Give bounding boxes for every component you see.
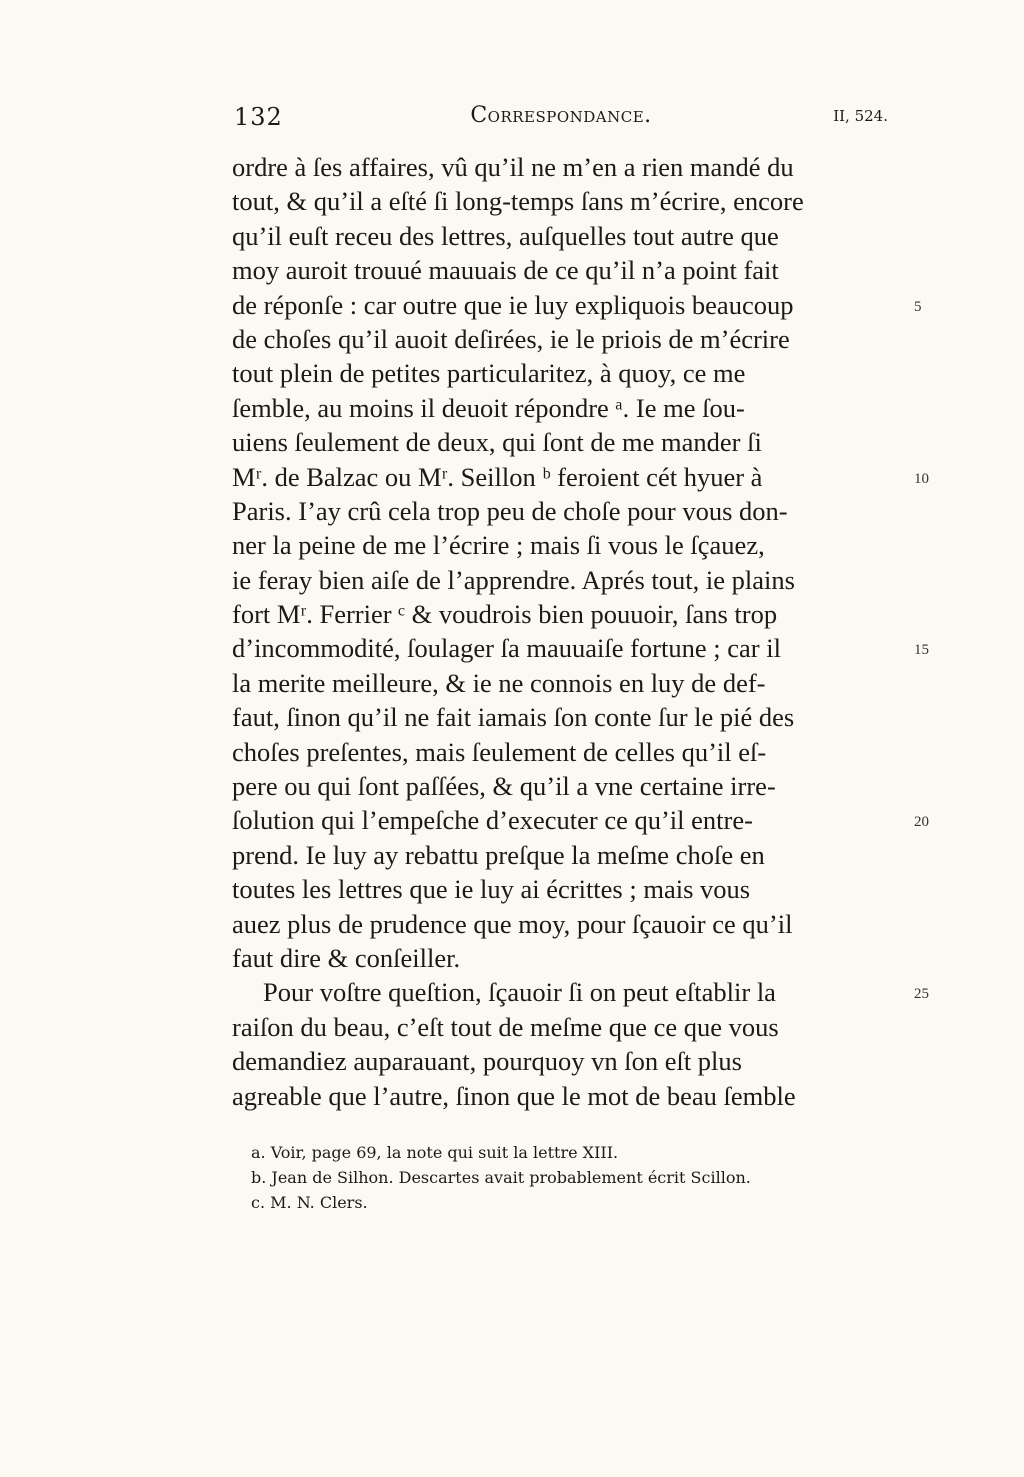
text-line (232, 322, 888, 356)
line-number: 25 (914, 986, 929, 1003)
text-line (232, 666, 888, 700)
line-text: choſes preſentes, mais ſeulement de celles qu’il eſ- (232, 736, 767, 767)
text-line (232, 907, 888, 941)
line-text: fort Mʳ. Ferrier ᶜ & voudrois bien pouuoir, ſans trop (232, 599, 778, 630)
footnote: c. M. N. Clers. (251, 1193, 368, 1212)
line-text: ſolution qui l’empeſche d’executer ce qu’il entre- (232, 805, 753, 836)
footnote: b. Jean de Silhon. Descartes avait probablement écrit Scillon. (251, 1168, 751, 1187)
text-line (232, 700, 888, 734)
line-text: de réponſe : car outre que ie luy expliquois beaucoup (232, 289, 794, 320)
line-text: ner la peine de me l’écrire ; mais ſi vous le ſçauez, (232, 530, 765, 561)
text-line (232, 941, 888, 975)
text-line (232, 184, 888, 218)
line-number: 20 (914, 814, 929, 831)
text-line (232, 597, 888, 631)
line-text: toutes les lettres que ie luy ai écrittes ; mais vous (232, 874, 751, 905)
line-text: tout, & qu’il a eſté ſi long-temps ſans m’écrire, encore (232, 186, 804, 217)
text-line (232, 975, 929, 1009)
line-text: de choſes qu’il auoit deſirées, ie le priois de m’écrire (232, 323, 790, 354)
text-line (232, 356, 888, 390)
line-text: tout plein de petites particularitez, à quoy, ce me (232, 358, 746, 389)
text-line (232, 494, 888, 528)
text-line (232, 1079, 888, 1113)
line-text: ſemble, au moins il deuoit répondre ᵃ. Ie me ſou- (232, 392, 745, 423)
text-line (232, 1010, 888, 1044)
line-text: la merite meilleure, & ie ne connois en luy de def- (232, 667, 766, 698)
text-line (232, 803, 929, 837)
line-text: ie feray bien aiſe de l’apprendre. Aprés tout, ie plains (232, 564, 795, 595)
text-line (232, 769, 888, 803)
text-line (232, 528, 888, 562)
text-line (232, 735, 888, 769)
line-text: Mʳ. de Balzac ou Mʳ. Seillon ᵇ feroient cét hyuer à (232, 461, 763, 492)
text-line (232, 425, 888, 459)
text-line (232, 288, 922, 322)
line-text: faut dire & conſeiller. (232, 942, 461, 973)
text-line (232, 391, 888, 425)
text-line (232, 253, 888, 287)
line-text: auez plus de prudence que moy, pour ſçauoir ce qu’il (232, 908, 793, 939)
line-text: Paris. I’ay crû cela trop peu de choſe pour vous don- (232, 495, 788, 526)
text-line (232, 1044, 888, 1078)
footnote: a. Voir, page 69, la note qui suit la lettre XIII. (251, 1143, 619, 1162)
line-text: moy auroit trouué mauuais de ce qu’il n’a point fait (232, 255, 779, 286)
line-text: d’incommodité, ſoulager ſa mauuaiſe fortune ; car il (232, 633, 781, 664)
page-number: 132 (234, 103, 283, 131)
line-text: raiſon du beau, c’eſt tout de meſme que ce que vous (232, 1011, 779, 1042)
text-line (232, 631, 929, 665)
body-text (232, 150, 929, 1113)
line-text: ordre à ſes affaires, vû qu’il ne m’en a rien mandé du (232, 152, 794, 182)
line-text: prend. Ie luy ay rebattu preſque la meſme choſe en (232, 839, 765, 870)
line-number: 15 (914, 642, 929, 659)
text-line (232, 872, 888, 906)
page-header (234, 103, 888, 133)
line-text: uiens ſeulement de deux, qui ſont de me mander ſi (232, 427, 762, 458)
text-line (232, 838, 888, 872)
line-text: qu’il euſt receu des lettres, auſquelles tout autre que (232, 220, 779, 251)
text-line (232, 563, 888, 597)
line-text: agreable que l’autre, ſinon que le mot de beau ſemble (232, 1080, 796, 1111)
line-text: faut, ſinon qu’il ne fait iamais ſon conte ſur le pié des (232, 702, 795, 733)
line-number: 10 (914, 470, 929, 487)
line-text: Pour voſtre queſtion, ſçauoir ſi on peut eſtablir la (263, 977, 776, 1008)
text-line (232, 150, 888, 184)
text-line (232, 219, 888, 253)
footnotes (251, 1140, 891, 1215)
running-title: Correspondance. (470, 103, 652, 128)
line-number: 5 (914, 298, 922, 315)
text-line (232, 460, 929, 494)
volume-reference: II, 524. (833, 107, 888, 125)
line-text: demandiez auparauant, pourquoy vn ſon eſt plus (232, 1046, 742, 1077)
line-text: pere ou qui ſont paſſées, & qu’il a vne certaine irre- (232, 771, 776, 802)
